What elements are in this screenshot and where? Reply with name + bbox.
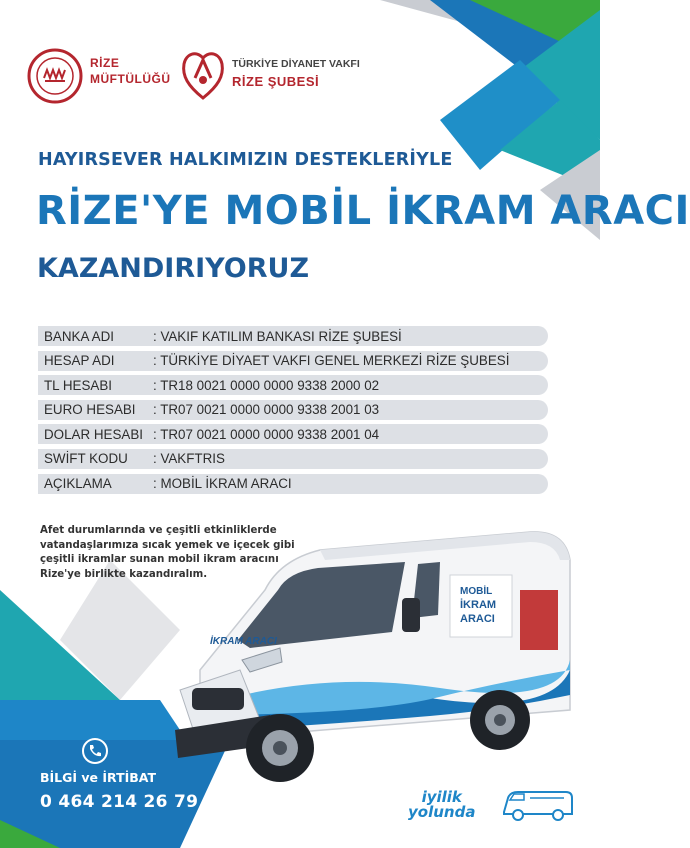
iyilik-yolunda-tagline: [408, 790, 475, 820]
bank-value: : TR07 0021 0000 0000 9338 2001 04: [153, 426, 380, 442]
mufti-name-line1: RİZE: [90, 56, 120, 70]
mufti-name-line2: MÜFTÜLÜĞÜ: [90, 72, 171, 86]
bank-row-description: [38, 474, 548, 494]
bank-label: SWİFT KODU: [44, 451, 128, 467]
bank-row-bank-name: [38, 326, 548, 346]
contact-label: BİLGİ ve İRTİBAT: [40, 770, 157, 785]
headline-title: RİZE'YE MOBİL İKRAM ARACI: [36, 188, 690, 234]
bank-label: HESAP ADI: [44, 353, 115, 369]
mobile-catering-van-image: [170, 520, 580, 800]
bank-row-tl-account: [38, 375, 548, 395]
bank-row-swift-code: [38, 449, 548, 469]
van-hood-text: İKRAM ARACI: [210, 636, 277, 647]
small-van-icon: [500, 784, 576, 824]
bank-label: EURO HESABI: [44, 402, 136, 418]
bank-row-euro-account: [38, 400, 548, 420]
bank-value: : TÜRKİYE DİYAET VAKFI GENEL MERKEZİ RİZE ŞUBESİ: [153, 353, 510, 369]
diyanet-vakfi-logo-icon: [180, 48, 226, 100]
phone-icon: [82, 738, 108, 764]
campaign-description: Afet durumlarında ve çeşitli etkinliklerde vatandaşlarımıza sıcak yemek ve içecek gibi çeşitli ikramlar sunan mobil ikram aracını Rize'ye birlikte kazandıralım.: [40, 525, 295, 580]
van-side-text-1: MOBİL: [460, 586, 493, 597]
bank-value: : MOBİL İKRAM ARACI: [153, 476, 292, 492]
bank-value: : TR07 0021 0000 0000 9338 2001 03: [153, 402, 380, 418]
mufti-seal-icon: [27, 48, 83, 104]
van-side-text-2: İKRAM: [460, 599, 497, 611]
bank-value: : VAKFTRIS: [153, 451, 225, 467]
bank-info-table: [38, 326, 548, 498]
bank-label: AÇIKLAMA: [44, 476, 112, 492]
bank-value: : VAKIF KATILIM BANKASI RİZE ŞUBESİ: [153, 328, 402, 344]
headline-subtitle: KAZANDIRIYORUZ: [37, 253, 310, 284]
contact-phone-number[interactable]: 0 464 214 26 79: [40, 792, 199, 812]
tagline-line2: yolunda: [408, 803, 476, 821]
van-side-text-3: ARACI: [460, 613, 495, 625]
headline-kicker: HAYIRSEVER HALKIMIZIN DESTEKLERİYLE: [38, 150, 453, 170]
bank-row-dollar-account: [38, 424, 548, 444]
vakif-name-line2: RİZE ŞUBESİ: [232, 74, 320, 89]
bank-value: : TR18 0021 0000 0000 9338 2000 02: [153, 377, 380, 393]
bank-label: BANKA ADI: [44, 328, 114, 344]
bank-label: DOLAR HESABI: [44, 426, 143, 442]
bank-label: TL HESABI: [44, 377, 112, 393]
bank-row-account-name: [38, 351, 548, 371]
tagline-line1: iyilik: [421, 788, 462, 806]
vakif-name-line1: TÜRKİYE DİYANET VAKFI: [232, 58, 360, 70]
